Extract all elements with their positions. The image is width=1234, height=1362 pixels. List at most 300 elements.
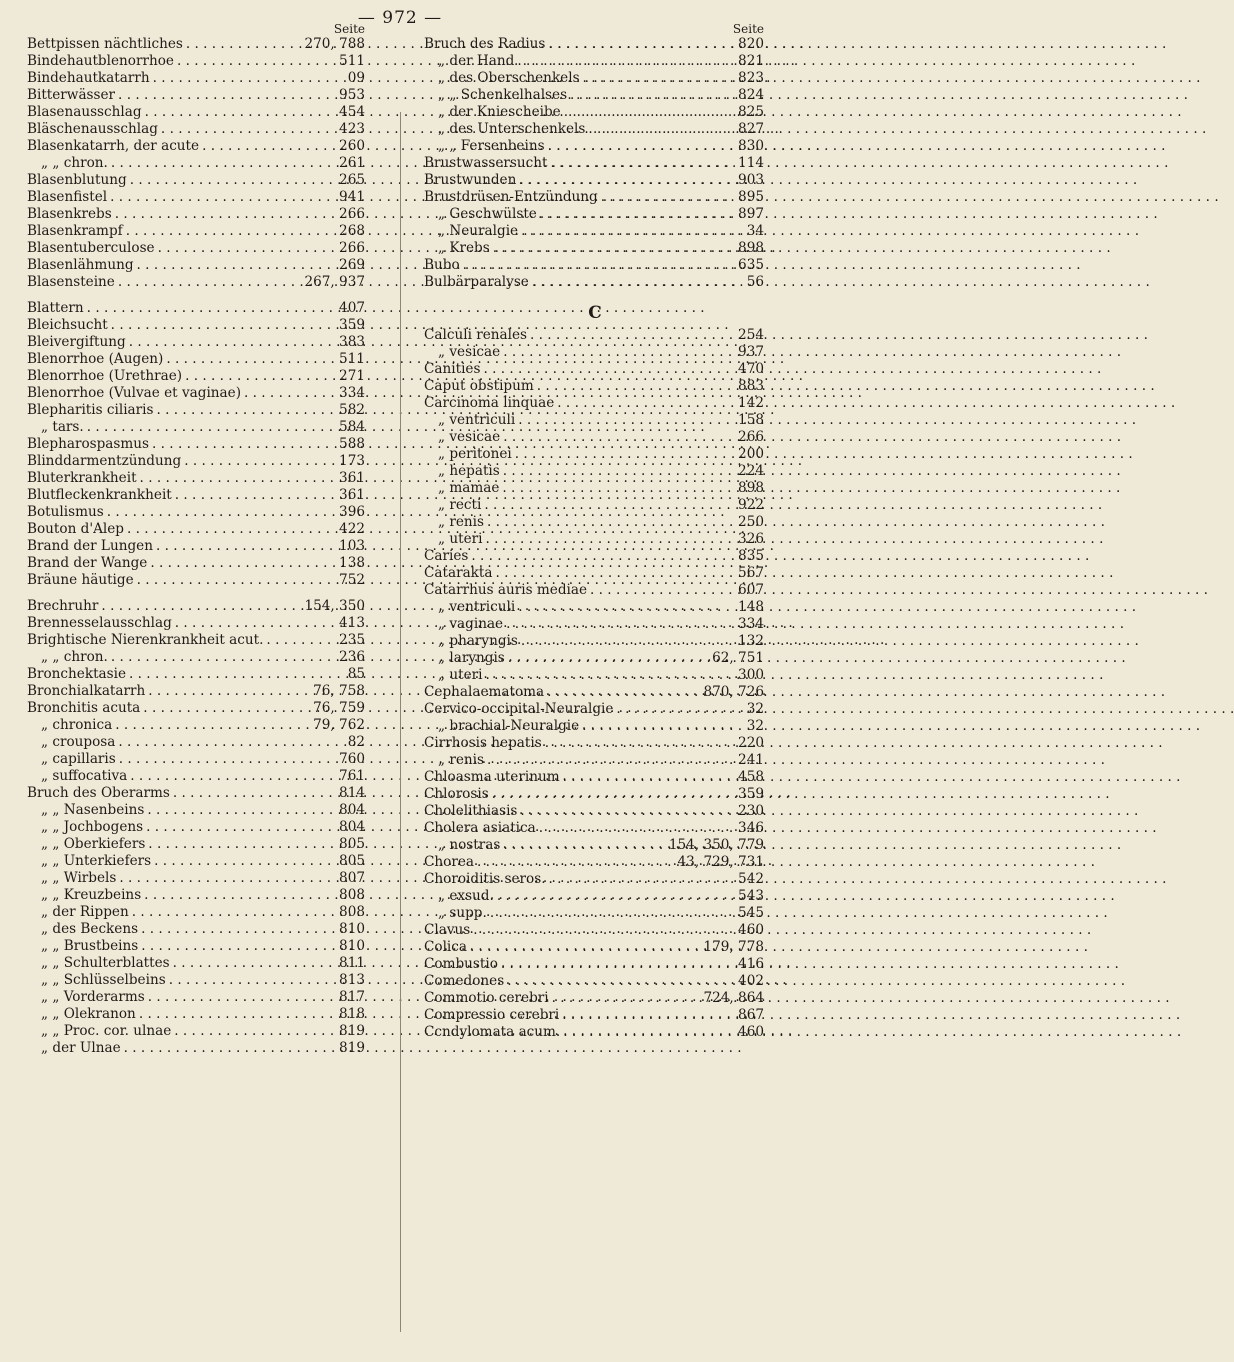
entry-pages: 270, 788 bbox=[304, 36, 365, 52]
index-entry bbox=[424, 684, 766, 701]
index-entry bbox=[27, 938, 367, 955]
dot-leader bbox=[145, 989, 339, 1006]
dot-leader bbox=[517, 803, 738, 820]
entry-term: Choroiditis seros. bbox=[424, 871, 546, 887]
entry-term: Bläschenausschlag bbox=[27, 121, 158, 137]
entry-pages: 361 bbox=[339, 487, 365, 503]
entry-pages: 142 bbox=[738, 395, 764, 411]
index-entry bbox=[424, 582, 766, 599]
index-entry bbox=[424, 121, 766, 138]
index-entry bbox=[424, 206, 766, 223]
entry-term: „ „ Wirbels bbox=[41, 870, 117, 886]
entry-term: Blasensteine bbox=[27, 274, 115, 290]
entry-term: „ uteri bbox=[438, 531, 483, 547]
entry-term: „ „ Schlüsselbeins bbox=[41, 972, 166, 988]
index-entry bbox=[424, 565, 766, 582]
index-entry bbox=[424, 973, 766, 990]
entry-term: Blasenlähmung bbox=[27, 257, 134, 273]
index-entry bbox=[27, 504, 367, 521]
entry-term: „ brachial-Neuralgie bbox=[438, 718, 580, 734]
dot-leader bbox=[482, 667, 738, 684]
entry-pages: 582 bbox=[339, 402, 365, 418]
entry-pages: 819 bbox=[339, 1040, 365, 1056]
entry-pages: 34 bbox=[746, 223, 764, 239]
entry-term: „ hepatis bbox=[438, 463, 500, 479]
dot-leader bbox=[460, 257, 738, 274]
entry-term: „ tars. bbox=[41, 419, 84, 435]
entry-term: Brand der Lungen bbox=[27, 538, 153, 554]
index-entry bbox=[424, 257, 766, 274]
index-entry bbox=[424, 240, 766, 257]
index-entry bbox=[27, 615, 367, 632]
index-entry bbox=[424, 395, 766, 412]
entry-term: Bluterkrankheit bbox=[27, 470, 137, 486]
entry-gap bbox=[27, 589, 367, 598]
index-entry bbox=[424, 378, 766, 395]
dot-leader bbox=[144, 802, 339, 819]
dot-leader bbox=[126, 666, 348, 683]
dot-leader bbox=[126, 334, 339, 351]
entry-pages: 460 bbox=[738, 1024, 764, 1040]
index-entry bbox=[424, 53, 766, 70]
index-entry bbox=[424, 599, 766, 616]
dot-leader bbox=[554, 395, 738, 412]
index-entry bbox=[424, 189, 766, 206]
entry-term: „ exsud. bbox=[438, 888, 494, 904]
entry-pages: 804 bbox=[339, 819, 365, 835]
dot-leader bbox=[134, 572, 339, 589]
index-entry bbox=[424, 752, 766, 769]
index-entry bbox=[424, 888, 766, 905]
index-entry bbox=[27, 1040, 367, 1057]
entry-pages: 567 bbox=[738, 565, 764, 581]
dot-leader bbox=[503, 616, 738, 633]
entry-term: Combustio bbox=[424, 956, 498, 972]
dot-leader bbox=[518, 223, 747, 240]
entry-pages: 267, 937 bbox=[304, 274, 365, 290]
index-entry bbox=[27, 768, 367, 785]
entry-pages: 76, 758 bbox=[313, 683, 365, 699]
entry-pages: 250 bbox=[738, 514, 764, 530]
index-entry bbox=[27, 700, 367, 717]
entry-pages: 361 bbox=[339, 470, 365, 486]
index-entry bbox=[424, 1024, 766, 1041]
entry-pages: 835 bbox=[738, 548, 764, 564]
entry-pages: 810 bbox=[339, 938, 365, 954]
index-entry bbox=[27, 734, 367, 751]
entry-pages: 268 bbox=[339, 223, 365, 239]
dot-leader bbox=[121, 1040, 339, 1057]
entry-pages: 09 bbox=[347, 70, 365, 86]
index-entry bbox=[424, 922, 766, 939]
entry-pages: 158 bbox=[738, 412, 764, 428]
entry-pages: 805 bbox=[339, 836, 365, 852]
entry-term: „ vesicae bbox=[438, 429, 501, 445]
index-entry bbox=[424, 718, 766, 735]
entry-pages: 266 bbox=[339, 206, 365, 222]
entry-pages: 79, 762 bbox=[313, 717, 365, 733]
entry-pages: 922 bbox=[738, 497, 764, 513]
dot-leader bbox=[468, 548, 738, 565]
dot-leader bbox=[500, 429, 738, 446]
index-entry bbox=[27, 402, 367, 419]
entry-pages: 808 bbox=[339, 904, 365, 920]
entry-term: Blenorrhoe (Augen) bbox=[27, 351, 164, 367]
entry-pages: 261 bbox=[339, 155, 365, 171]
index-entry bbox=[27, 240, 367, 257]
dot-leader bbox=[183, 36, 305, 53]
index-entry bbox=[424, 327, 766, 344]
entry-term: Brustwunden bbox=[424, 172, 517, 188]
entry-pages: 584 bbox=[339, 419, 365, 435]
dot-leader bbox=[498, 956, 738, 973]
entry-term: „ renis bbox=[438, 514, 484, 530]
entry-term: Blasenblutung bbox=[27, 172, 127, 188]
entry-term: „ der Hand bbox=[438, 53, 515, 69]
entry-term: „ des Oberschenkels bbox=[438, 70, 580, 86]
dot-leader bbox=[585, 121, 738, 138]
entry-term: Chloasma uterinum bbox=[424, 769, 560, 785]
entry-term: Blasenkrampf bbox=[27, 223, 123, 239]
dot-leader bbox=[112, 717, 313, 734]
dot-leader bbox=[199, 138, 339, 155]
index-entry bbox=[424, 820, 766, 837]
entry-pages: 807 bbox=[339, 870, 365, 886]
index-entry bbox=[424, 514, 766, 531]
index-entry bbox=[424, 803, 766, 820]
dot-leader bbox=[518, 633, 738, 650]
index-entry bbox=[424, 172, 766, 189]
dot-leader bbox=[481, 497, 738, 514]
index-entry bbox=[424, 446, 766, 463]
index-entry bbox=[27, 53, 367, 70]
index-entry bbox=[424, 36, 766, 53]
index-entry bbox=[424, 138, 766, 155]
entry-pages: 821 bbox=[738, 53, 764, 69]
index-entry bbox=[424, 701, 766, 718]
entry-pages: 266 bbox=[339, 240, 365, 256]
index-entry bbox=[424, 429, 766, 446]
entry-term: Brustdrüsen-Entzündung bbox=[424, 189, 598, 205]
entry-term: Blasenausschlag bbox=[27, 104, 142, 120]
index-entry bbox=[27, 819, 367, 836]
index-entry bbox=[424, 956, 766, 973]
entry-term: Blasenkrebs bbox=[27, 206, 112, 222]
dot-leader bbox=[561, 104, 738, 121]
index-entry bbox=[27, 70, 367, 87]
entry-term: Bleivergiftung bbox=[27, 334, 126, 350]
entry-pages: 818 bbox=[339, 1006, 365, 1022]
dot-leader bbox=[138, 921, 339, 938]
index-entry bbox=[27, 683, 367, 700]
index-entry bbox=[27, 921, 367, 938]
index-entry bbox=[27, 785, 367, 802]
index-entry bbox=[27, 751, 367, 768]
dot-leader bbox=[145, 836, 339, 853]
entry-pages: 897 bbox=[738, 206, 764, 222]
entry-term: „ „ Unterkiefers bbox=[41, 853, 152, 869]
entry-pages: 460 bbox=[738, 922, 764, 938]
index-entry bbox=[424, 769, 766, 786]
entry-pages: 396 bbox=[339, 504, 365, 520]
entry-pages: 511 bbox=[339, 351, 365, 367]
entry-term: Canities bbox=[424, 361, 481, 377]
entry-term: „ „ Kreuzbeins bbox=[41, 887, 142, 903]
entry-pages: 200 bbox=[738, 446, 764, 462]
dot-leader bbox=[500, 463, 738, 480]
entry-term: Blenorrhoe (Urethrae) bbox=[27, 368, 183, 384]
dot-leader bbox=[505, 650, 712, 667]
entry-pages: 236 bbox=[339, 649, 365, 665]
dot-leader bbox=[108, 317, 339, 334]
entry-pages: 898 bbox=[738, 240, 764, 256]
entry-term: „ ventriculi bbox=[438, 599, 516, 615]
entry-term: Colica bbox=[424, 939, 467, 955]
entry-term: „ „ Vorderarms bbox=[41, 989, 145, 1005]
entry-term: Calculi renales bbox=[424, 327, 528, 343]
entry-pages: 254 bbox=[738, 327, 764, 343]
entry-pages: 266 bbox=[738, 429, 764, 445]
index-entry bbox=[424, 70, 766, 87]
entry-term: Blasenkatarrh, der acute bbox=[27, 138, 200, 154]
index-entry bbox=[27, 649, 367, 666]
entry-pages: 805 bbox=[339, 853, 365, 869]
entry-pages: 413 bbox=[339, 615, 365, 631]
dot-leader bbox=[124, 521, 339, 538]
dot-leader bbox=[545, 36, 738, 53]
entry-pages: 300 bbox=[738, 667, 764, 683]
dot-leader bbox=[536, 820, 738, 837]
index-entry bbox=[27, 36, 367, 53]
index-entry bbox=[424, 735, 766, 752]
dot-leader bbox=[545, 138, 738, 155]
page-number: — 972 — bbox=[357, 8, 443, 28]
dot-leader bbox=[480, 361, 738, 378]
dot-leader bbox=[544, 684, 703, 701]
index-entry bbox=[424, 223, 766, 240]
entry-term: „ „ Brustbeins bbox=[41, 938, 139, 954]
dot-leader bbox=[108, 155, 339, 172]
entry-term: Bettpissen nächtliches bbox=[27, 36, 183, 52]
index-entry bbox=[424, 1007, 766, 1024]
entry-pages: 635 bbox=[738, 257, 764, 273]
dot-leader bbox=[560, 769, 738, 786]
index-entry bbox=[27, 666, 367, 683]
entry-term: „ renis bbox=[438, 752, 484, 768]
dot-leader bbox=[84, 419, 339, 436]
entry-term: „ „ Schenkelhalses bbox=[438, 87, 568, 103]
entry-term: Caries bbox=[424, 548, 469, 564]
dot-leader bbox=[613, 701, 746, 718]
entry-term: Brightische Nierenkrankheit acut. bbox=[27, 632, 264, 648]
entry-pages: 346 bbox=[738, 820, 764, 836]
index-entry bbox=[27, 274, 367, 291]
dot-leader bbox=[560, 1024, 738, 1041]
entry-term: „ der Rippen bbox=[41, 904, 129, 920]
index-entry bbox=[27, 317, 367, 334]
entry-term: „ Geschwülste bbox=[438, 206, 537, 222]
dot-leader bbox=[529, 274, 747, 291]
index-entry bbox=[27, 555, 367, 572]
dot-leader bbox=[487, 905, 738, 922]
index-entry bbox=[424, 155, 766, 172]
entry-term: Brand der Wange bbox=[27, 555, 148, 571]
index-entry bbox=[27, 189, 367, 206]
entry-term: „ suffocativa bbox=[41, 768, 128, 784]
dot-leader bbox=[174, 53, 339, 70]
entry-pages: 383 bbox=[339, 334, 365, 350]
dot-leader bbox=[547, 155, 738, 172]
entry-term: „ recti bbox=[438, 497, 482, 513]
dot-leader bbox=[567, 87, 738, 104]
entry-pages: 543 bbox=[738, 888, 764, 904]
dot-leader bbox=[129, 904, 339, 921]
entry-pages: 82 bbox=[347, 734, 365, 750]
dot-leader bbox=[598, 189, 738, 206]
entry-term: Bronchitis acuta bbox=[27, 700, 141, 716]
entry-term: Blasentuberculose bbox=[27, 240, 155, 256]
entry-pages: 458 bbox=[738, 769, 764, 785]
entry-pages: 545 bbox=[738, 905, 764, 921]
entry-pages: 542 bbox=[738, 871, 764, 887]
entry-term: „ „ chron. bbox=[41, 649, 108, 665]
dot-leader bbox=[489, 786, 738, 803]
entry-pages: 937 bbox=[738, 344, 764, 360]
index-entry bbox=[27, 436, 367, 453]
index-entry bbox=[27, 538, 367, 555]
entry-list-right bbox=[424, 36, 766, 291]
index-entry bbox=[27, 972, 367, 989]
index-entry bbox=[424, 361, 766, 378]
dot-leader bbox=[490, 240, 738, 257]
entry-pages: 220 bbox=[738, 735, 764, 751]
entry-term: Brennesselausschlag bbox=[27, 615, 172, 631]
entry-term: Blenorrhoe (Vulvae et vaginae) bbox=[27, 385, 241, 401]
entry-term: Cephalaematoma bbox=[424, 684, 545, 700]
entry-term: Cirrhosis hepatis bbox=[424, 735, 542, 751]
entry-pages: 334 bbox=[339, 385, 365, 401]
entry-term: „ des Beckens bbox=[41, 921, 139, 937]
entry-term: „ supp. bbox=[438, 905, 487, 921]
dot-leader bbox=[108, 649, 339, 666]
entry-pages: 359 bbox=[738, 786, 764, 802]
entry-pages: 760 bbox=[339, 751, 365, 767]
dot-leader bbox=[153, 538, 339, 555]
index-entry bbox=[27, 368, 367, 385]
dot-leader bbox=[527, 327, 738, 344]
column-header-seite: Seite bbox=[333, 22, 365, 36]
index-entry bbox=[27, 1023, 367, 1040]
entry-pages: 511 bbox=[339, 53, 365, 69]
dot-leader bbox=[149, 436, 339, 453]
dot-leader bbox=[494, 888, 738, 905]
dot-leader bbox=[515, 412, 738, 429]
dot-leader bbox=[170, 785, 339, 802]
dot-leader bbox=[170, 955, 339, 972]
entry-term: Bubo bbox=[424, 257, 460, 273]
dot-leader bbox=[492, 565, 738, 582]
entry-pages: 271 bbox=[339, 368, 365, 384]
entry-term: Blattern bbox=[27, 300, 84, 316]
index-entry bbox=[27, 632, 367, 649]
entry-term: „ mamae bbox=[438, 480, 500, 496]
entry-term: Compressio cerebri bbox=[424, 1007, 560, 1023]
entry-pages: 903 bbox=[738, 172, 764, 188]
index-entry bbox=[424, 531, 766, 548]
entry-pages: 454 bbox=[339, 104, 365, 120]
index-entry bbox=[27, 87, 367, 104]
index-entry bbox=[424, 837, 766, 854]
entry-term: „ Neuralgie bbox=[438, 223, 519, 239]
entry-pages: 132 bbox=[738, 633, 764, 649]
entry-term: Chlorosis bbox=[424, 786, 489, 802]
index-entry bbox=[27, 172, 367, 189]
entry-pages: 814 bbox=[339, 785, 365, 801]
dot-leader bbox=[136, 1006, 339, 1023]
dot-leader bbox=[534, 378, 738, 395]
entry-pages: 607 bbox=[738, 582, 764, 598]
column-divider bbox=[400, 112, 401, 1332]
entry-term: Bronchektasie bbox=[27, 666, 127, 682]
entry-term: Bindehautblenorrhoe bbox=[27, 53, 174, 69]
index-entry bbox=[27, 223, 367, 240]
entry-term: Comedones bbox=[424, 973, 505, 989]
entry-pages: 224 bbox=[738, 463, 764, 479]
entry-pages: 820 bbox=[738, 36, 764, 52]
index-entry bbox=[424, 87, 766, 104]
entry-pages: 241 bbox=[738, 752, 764, 768]
dot-leader bbox=[134, 257, 340, 274]
entry-pages: 402 bbox=[738, 973, 764, 989]
dot-leader bbox=[151, 853, 339, 870]
entry-pages: 416 bbox=[738, 956, 764, 972]
entry-term: Cholelithiasis bbox=[424, 803, 518, 819]
dot-leader bbox=[546, 871, 739, 888]
index-entry bbox=[27, 904, 367, 921]
index-entry bbox=[424, 854, 766, 871]
entry-pages: 76, 759 bbox=[313, 700, 365, 716]
entry-pages: 813 bbox=[339, 972, 365, 988]
index-entry bbox=[27, 598, 367, 615]
entry-term: Blutfleckenkrankheit bbox=[27, 487, 172, 503]
dot-leader bbox=[182, 368, 339, 385]
index-entry bbox=[27, 300, 367, 317]
entry-pages: 588 bbox=[339, 436, 365, 452]
dot-leader bbox=[84, 300, 339, 317]
entry-term: „ „ Olekranon bbox=[41, 1006, 136, 1022]
entry-pages: 808 bbox=[339, 887, 365, 903]
dot-leader bbox=[172, 615, 339, 632]
entry-pages: 827 bbox=[738, 121, 764, 137]
entry-pages: 811 bbox=[339, 955, 365, 971]
entry-pages: 423 bbox=[339, 121, 365, 137]
index-entry bbox=[27, 853, 367, 870]
index-entry bbox=[424, 616, 766, 633]
dot-leader bbox=[115, 734, 347, 751]
entry-term: „ Krebs bbox=[438, 240, 490, 256]
dot-leader bbox=[158, 121, 339, 138]
entry-term: „ nostras bbox=[438, 837, 501, 853]
dot-leader bbox=[153, 402, 339, 419]
entry-term: „ capillaris bbox=[41, 751, 116, 767]
dot-leader bbox=[147, 555, 339, 572]
index-entry bbox=[424, 497, 766, 514]
entry-pages: 867 bbox=[738, 1007, 764, 1023]
index-entry bbox=[27, 385, 367, 402]
index-entry bbox=[27, 257, 367, 274]
entry-list-left bbox=[27, 36, 367, 1057]
entry-pages: 326 bbox=[738, 531, 764, 547]
